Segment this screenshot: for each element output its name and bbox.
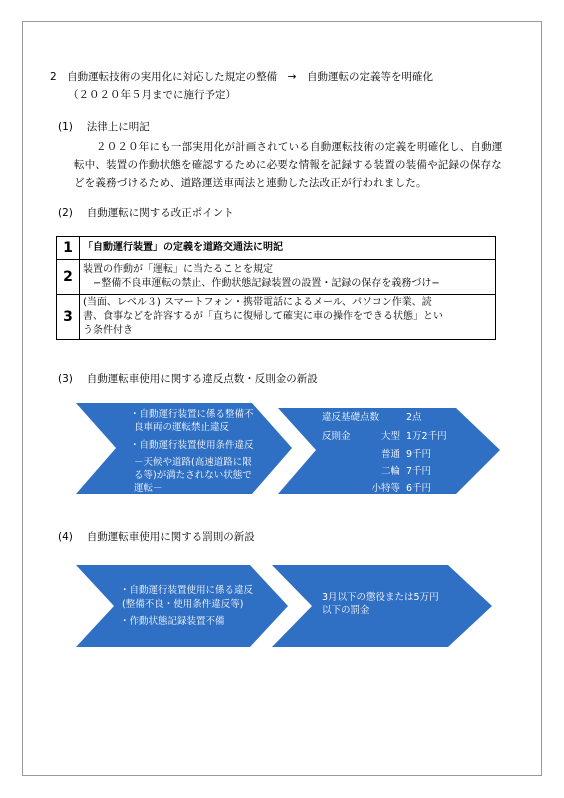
row-line: (当面、レベル３) スマートフォン・携帯電話によるメール、パソコン作業、読: [83, 297, 432, 308]
offense-item: ・自動運行装置使用に係る違反: [120, 585, 254, 596]
row-line: 「自動運行装置」の定義を道路交通法に明記: [83, 242, 283, 253]
fine-amount: 6千円: [406, 483, 432, 494]
subsection-1-heading: (1) 法律上に明記: [58, 121, 150, 133]
violation-item: －天候や道路(高速道路に限: [134, 457, 252, 468]
fine-amount: 1万2千円: [406, 431, 447, 442]
violation-item: 運転－: [134, 483, 163, 494]
row-line: う条件付き: [83, 325, 133, 336]
section-title: 2 自動運転技術の実用化に対応した規定の整備 → 自動運転の定義等を明確化: [50, 71, 433, 83]
points-label: 違反基礎点数: [322, 412, 380, 423]
punishment-text: 以下の罰金: [322, 605, 370, 616]
offense-item: ・作動状態記録装置不備: [120, 616, 225, 627]
points-value: 2点: [406, 412, 422, 423]
row-line: 書、食事などを許容するが「直ちに復帰して確実に車の操作をできる状態」とい: [83, 311, 443, 322]
fine-type: 普通: [380, 449, 400, 460]
violation-item: ・自動運行装置に係る整備不: [130, 409, 254, 420]
punishment-text: 3月以下の懲役または5万円: [322, 592, 439, 603]
offense-item: (整備不良・使用条件違反等): [122, 599, 244, 610]
subsection-3-heading: (3) 自動運転車使用に関する違反点数・反則金の新設: [58, 373, 318, 385]
section-subtitle: （２０２０年５月までに施行予定）: [68, 89, 236, 101]
row-line: 装置の作動が「運転」に当たることを規定: [83, 264, 273, 275]
subsection-1-body: ２０２０年にも一部実用化が計画されている自動運転技術の定義を明確化し、自動運転中、装置の作動状態を確認するために必要な情報を記録する装置の装備や記録の保存などを義務づけるため、道路運送車両法と連動した法改正が行われました。: [74, 141, 503, 189]
subsection-4-heading: (4) 自動運転車使用に関する罰則の新設: [58, 531, 255, 543]
violation-item: 良車両の運転禁止違反: [134, 422, 230, 433]
row-number: 1: [57, 237, 80, 260]
row-number: 3: [57, 295, 80, 340]
subsection-2-heading: (2) 自動運転に関する改正ポイント: [58, 207, 234, 219]
fine-type: 小特等: [371, 483, 400, 494]
fine-type: 二輪: [380, 466, 400, 477]
fine-label: 反則金: [322, 431, 351, 442]
fine-amount: 7千円: [406, 466, 432, 477]
fine-amount: 9千円: [406, 449, 432, 460]
row-number: 2: [57, 260, 80, 295]
fine-type: 大型: [380, 431, 400, 442]
punishment-arrow-shape: [272, 565, 492, 647]
violation-item: ・自動運行装置使用条件違反: [130, 440, 254, 451]
row-line: −整備不良車運転の禁止、作動状態記録装置の設置・記録の保存を義務づけ−: [83, 278, 440, 289]
violation-item: る等)が満たされない状態で: [134, 470, 252, 481]
